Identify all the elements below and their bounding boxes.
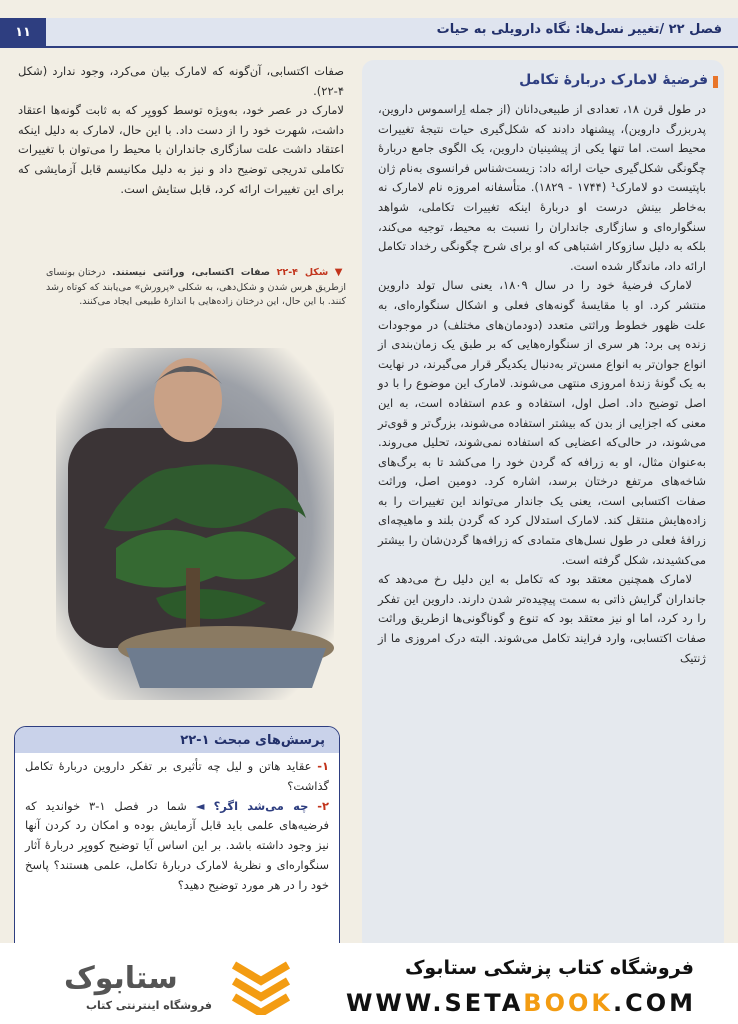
store-banner xyxy=(0,943,738,1024)
question-number: ۱- xyxy=(317,759,329,773)
chapter-title: فصل ۲۲ /تغییر نسل‌ها: نگاه دارویلی به حیات xyxy=(436,22,722,37)
page-header xyxy=(0,18,738,48)
store-logo xyxy=(26,955,286,1015)
logo-mark-icon xyxy=(226,955,296,1015)
paragraph: لامارک همچنین معتقد بود که تکامل به این دلیل رخ می‌دهد که جانداران گرایش ذاتی به سمت پیچیده‌تر شدن دارند. داروین این تفکر را رد کرد، اما او نیز معتقد بود که تنوع و گوناگونی‌ها ازطریق وراثت صفات اکتسابی، وارد فرایند تکامل می‌شوند. البته درک امروزی ما از ژنتیک xyxy=(378,572,706,665)
store-url[interactable]: WWW.SETABOOK.COM xyxy=(345,989,696,1017)
section-title: فرضیهٔ لامارک دربارهٔ تکامل xyxy=(519,72,708,88)
question-text: عقاید هاتن و لیل چه تأثیری بر تفکر داروین دربارهٔ تکامل گذاشت؟ xyxy=(25,759,329,793)
triangle-marker-icon: ▼ xyxy=(334,267,346,278)
paragraph: در طول قرن ۱۸، تعدادی از طبیعی‌دانان (از جمله اِراسموس داروین، پدربزرگ داروین)، پیشنهاد دادند که شکل‌گیری حیات نتیجهٔ تغییرات محیط است. اما تنها یکی از پیشینیان داروین، یک الگوی جامع دربارهٔ چگونگی شکل‌گیری حیات ارائه داد: زیست‌شناس فرانسوی به‌نام ژان باپتیست دو لامارک¹ (۱۷۴۴ - ۱۸۲۹). متأسفانه امروزه نام لامارک نه به‌خاطر بینش درست او دربارهٔ اینکه تغییرات تکاملی، شواهد سنگواره‌ای و سازگاری جانداران را نسبت به محیط، توجیه می‌کند، بلکه به دلیل سازوکار اشتباهی که او برای شرح چگونگی رخداد تکامل ارائه داد، ماندگار شده است. xyxy=(378,102,707,273)
right-column-text xyxy=(378,100,706,668)
question-item xyxy=(25,797,329,896)
paragraph: لامارک فرضیهٔ خود را در سال ۱۸۰۹، یعنی سال تولد داروین منتشر کرد. او با مقایسهٔ گونه‌های فعلی و اشکال سنگواره‌ای، به علت ظهور خطوط وراثتی متعدد (دودمان‌های مختلف) در موجودات زنده پی برد: هر سری از سنگواره‌هایی که بر طبق یک زمان‌بندی از انواع جوان‌تر به انواع مسن‌تر به‌دنبال یکدیگر قرار می‌گیرند، در نهایت به یک گونهٔ زندهٔ امروزی منتهی می‌شوند. لامارک این موضوع را با دو اصل توضیح داد. اصل اول، استفاده و عدم استفاده است، به این معنی که اجزایی از بدن که بیشتر استفاده می‌شوند، بزرگ‌تر و قوی‌تر می‌شوند، در حالی‌که اعضایی که استفاده نمی‌شوند، تحلیل می‌روند. به‌عنوان مثال، او به زرافه که گردن خود را می‌کشد تا به برگ‌های شاخه‌های مرتفع درختان برسد، اشاره کرد. دومین اصل، وراثت صفات اکتسابی است، یعنی یک جاندار می‌تواند این تغییرات را به زاده‌هایش منتقل کند. لامارک استدلال کرد که گردن بلند و ماهیچه‌ای زرافهٔ فعلی در طول نسل‌های متمادی که زرافه‌ها گردن‌شان را بیشتر می‌کشیدند، شکل گرفته است. xyxy=(378,278,706,567)
logo-wordmark: ستابوک xyxy=(64,961,178,996)
figure-label: شکل ۴-۲۲ xyxy=(276,267,329,278)
logo-subtitle: فروشگاه اینترنتی کتاب xyxy=(86,999,212,1012)
question-text: شما در فصل ۱-۳ خواندید که فرضیه‌های علمی باید قابل آزمایش بوده و امکان رد کردن آنها نیز وجود داشته باشد. بر این اساس آیا توضیح کوویِر دربارهٔ آثار سنگواره‌ای و نظریهٔ لامارک دربارهٔ تکامل، علمی هستند؟ پاسخ خود را در هر مورد توضیح دهید؟ xyxy=(25,798,329,892)
question-number: ۲- xyxy=(317,798,330,813)
left-column-text xyxy=(18,62,344,199)
bonsai-photo xyxy=(56,348,334,700)
figure-caption xyxy=(46,266,346,310)
caption-text: درختان بونسای ازطریق هرس شدن و شکل‌دهی، به شکلی «پرورش» می‌یابند که کوتاه رشد کنند. با این حال، این درختان زاده‌هایی با اندازهٔ طبیعی ایجاد می‌کنند. xyxy=(46,267,346,307)
main-text-panel xyxy=(362,60,724,952)
caption-heading: صفات اکتسابی، وراثتی نیستند. xyxy=(112,267,271,278)
page-number: ۱۱ xyxy=(0,18,46,46)
questions-title: پرسش‌های مبحث ۱-۲۲ xyxy=(15,727,339,753)
question-item xyxy=(25,757,329,797)
questions-box xyxy=(14,726,340,958)
paragraph: لامارک در عصر خود، به‌ویژه توسط کوویِر که به ثابت گونه‌ها اعتقاد داشت، شهرت خود را از دست داد. با این حال، لامارک به دلیل اینکه اعتقاد داشت علت سازگاری جانداران با محیط را می‌توان با تغییرات تکاملی تدریجی توضیح داد و نیز به دلیل مکانیسم قابل آزمایشی که برای این تغییرات ارائه کرد، قابل ستایش است. xyxy=(18,103,344,196)
question-emphasis: چه می‌شد اگر؟ ◄ xyxy=(195,798,309,813)
paragraph: صفات اکتسابی، آن‌گونه که لامارک بیان می‌کرد، وجود ندارد (شکل ۴-۲۲). xyxy=(18,64,344,98)
store-name: فروشگاه کتاب پزشکی ستابوک xyxy=(404,957,694,979)
